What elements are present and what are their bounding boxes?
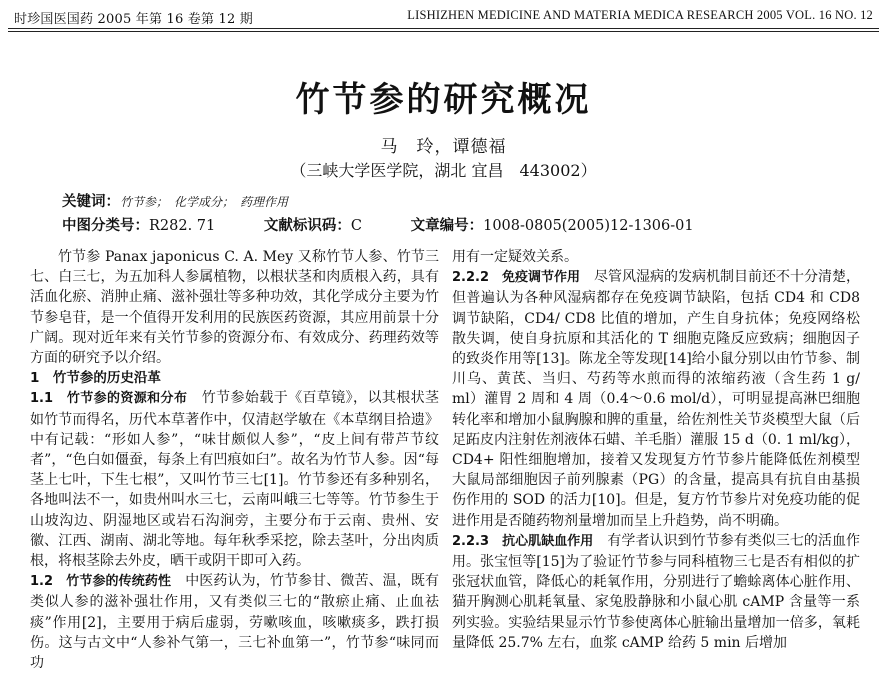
section-1-2-text: 中医药认为，竹节参甘、微苦、温，既有类似人参的滋补强壮作用，又有类似三七的“散瘀止痛、止血祛痰”作用[2]，主要用于病后虚弱，劳嗽咳血，咳嗽痰多，跌打损伤。这与古文中“人参补气第一，三七补血第一”，竹节参“味同而功	[30, 573, 440, 672]
keywords-value: 竹节参； 化学成分； 药理作用	[120, 195, 289, 209]
section-1-1-text: 竹节参始载于《百草镜》，以其根状茎如竹节而得名，历代本草著作中，仅清赵学敏在《本草纲目拾遗》中有记载：“形如人参”，“味甘颇似人参”，“皮上间有带芦节纹者”，“色白如僵蚕，每条上有凹痕如臼”。故名为竹节人参。因“每茎上七叶，下生七根”，又叫竹节三七[1]。竹节参还有多种别名，各地叫法不一，如贵州叫水三七，云南叫峨三七等等。竹节参生于山坡沟边、阴湿地区或岩石沟涧旁，主要分布于云南、贵州、安徽、江西、湖南、湖北等地。每年秋季采挖，除去茎叶，分出肉质根，将根茎除去外皮，晒干或阴干即可入药。	[30, 390, 440, 570]
clc-code: 中图分类号：R282. 71	[62, 218, 216, 234]
section-1-2-heading: 1.2 竹节参的传统药性	[30, 574, 172, 590]
section-1-heading: 1 竹节参的历史沿革	[30, 370, 161, 387]
classification-line	[62, 214, 738, 235]
intro-paragraph: 竹节参 Panax japonicus C. A. Mey 又称竹节人参、竹节三七、白三七，为五加科人参属植物，以根状茎和肉质根入药，具有活血化瘀、消肿止痛、滋补强壮等多种功效，其化学成分主要为竹节参皂苷，是一个值得开发利用的民族医药资源，其应用前景十分广阔。现对近年来有关竹节参的资源分布、有效成分、药理药效等方面的研究予以介绍。	[30, 249, 439, 367]
section-2-2-2-text: 尽管风湿病的发病机制目前还不十分清楚，但普遍认为各种风湿病都存在免疫调节缺陷，包括 CD4 和 CD8 调节缺陷，CD4/ CD8 比值的增加，产生自身抗体；免疫网络松散失调，使自身抗原和其活化的 T 细胞克隆反应致病；细胞因子的致炎作用等[13]。陈龙全等发现[14]给小鼠分别以由竹节参、制川乌、黄芪、当归、芍药等水煎而得的浓缩药液（含生药 1 g/ ml）灌胃 2 周和 4 周（0.4～0.6 mol/d），可明显提高淋巴细胞转化率和增加小鼠胸腺和脾的重量，给佐剂性关节炎模型大鼠（后足跖皮内注射佐剂液体石蜡、羊毛脂）灌服 15 d（0. 1 ml/kg），CD4+ 阳性细胞增加，接着又发现复方竹节参片能降低佐剂模型大鼠局部细胞因子前列腺素（PG）的含量，提高具有抗自由基损伤作用的 SOD 的活力[10]。但是，复方竹节参片对免疫功能的促进作用是否随药物剂量增加而呈上升趋势，尚不明确。	[452, 269, 861, 529]
paper-authors: 马 玲，谭德福	[380, 137, 507, 157]
right-column	[452, 247, 860, 653]
keywords-line	[62, 190, 288, 211]
section-2-2-3-heading: 2.2.3 抗心肌缺血作用	[452, 533, 594, 549]
journal-header-left: 时珍国医国药 2005 年第 16 卷第 12 期	[14, 12, 253, 27]
paper-title: 竹节参的研究概况	[295, 80, 592, 120]
section-1-1-heading: 1.1 竹节参的资源和分布	[30, 391, 188, 407]
keywords-label: 关键词：	[62, 194, 120, 210]
header-rule-top	[8, 28, 879, 29]
section-1-1	[30, 388, 439, 571]
paper-affiliation: （三峡大学医学院，湖北 宜昌 443002）	[290, 161, 597, 180]
section-2-2-3	[452, 531, 860, 653]
journal-header-right: LISHIZHEN MEDICINE AND MATERIA MEDICA RESEARCH 2005 VOL. 16 NO. 12	[407, 8, 873, 22]
section-1-2	[30, 571, 439, 673]
section-2-2-2-heading: 2.2.2 免疫调节作用	[452, 270, 581, 286]
continued-text: 用有一定疑效关系。	[452, 249, 578, 265]
doc-code: 文献标识码：C	[263, 218, 362, 234]
article-number: 文章编号：1008-0805(2005)12-1306-01	[410, 218, 694, 234]
header-rule-bottom	[8, 31, 879, 32]
section-2-2-2	[452, 267, 860, 531]
section-2-2-3-text: 有学者认识到竹节参有类似三七的活血作用。张宝恒等[15]为了验证竹节参与同科植物三七是否有相似的扩张冠状血管，降低心的耗氧作用，分别进行了蟾蜍离体心脏作用、猫开胸测心肌耗氧量、家兔股静脉和小鼠心肌 cAMP 含量等一系列实验。实验结果显示竹节参使离体心脏输出量增加一倍多，氧耗量降低 25.7% 左右，血浆 cAMP 给药 5 min 后增加	[452, 532, 861, 651]
left-column	[30, 247, 439, 673]
